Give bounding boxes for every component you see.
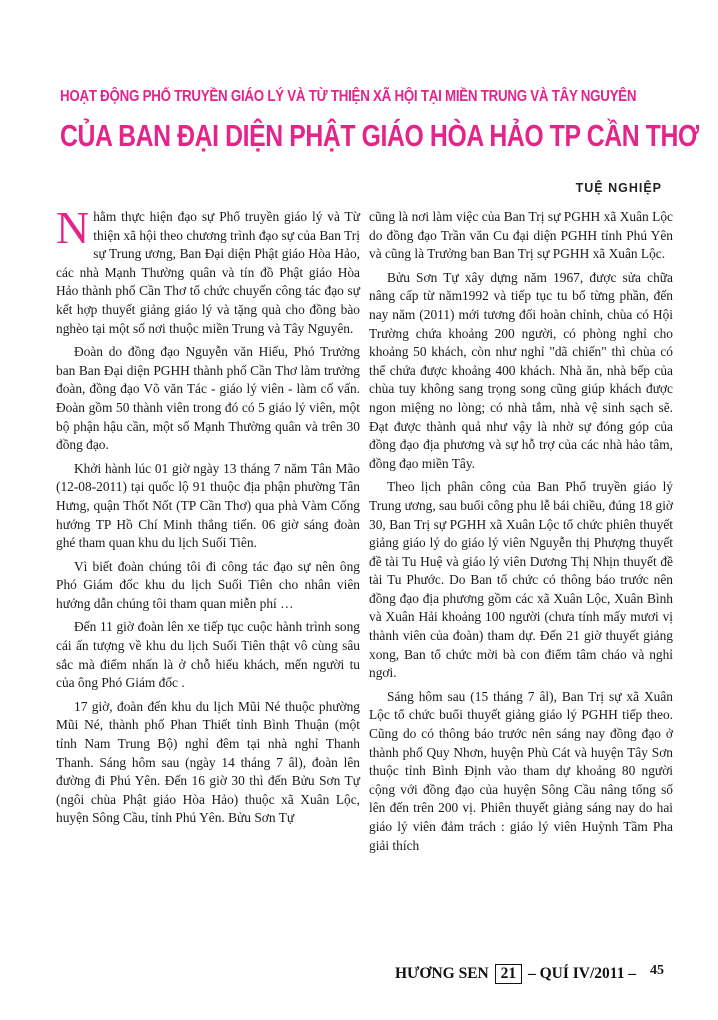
issue-number: 21 [495, 964, 523, 984]
page-footer [395, 964, 636, 984]
issue-quarter: – QUÍ IV/2011 – [527, 965, 637, 982]
paragraph: Theo lịch phân công của Ban Phổ truyền giáo lý Trung ương, sau buổi công phu lễ bái chiều, đúng 18 giờ 30, Ban Trị sự PGHH xã Xuân Lộc tổ chức phiên thuyết giảng giáo lý do giáo lý viên Nguyễn thị Phượng thuyết đề tài Tu Huệ và giáo lý viên Dương Thị Nhịn thuyết đề tài Tu Phước. Do Ban tổ chức có thông báo trước nên đồng đạo địa phương gồm các xã Xuân Lộc, Xuân Bình và Xuân Hải khoảng 100 người (chưa tính mấy mươi vị thành viên của đoàn) tham dự. Đến 21 giờ thuyết giảng xong, Ban tổ chức mời bà con điểm tâm cháo và nghỉ ngơi. [369, 479, 673, 681]
paragraph: Khởi hành lúc 01 giờ ngày 13 tháng 7 năm Tân Mão (12-08-2011) tại quốc lộ 91 thuộc địa phận phường Tân Hưng, quận Thốt Nốt (TP Cần Thơ) qua phà Vàm Cống hướng TP Hồ Chí Minh thẳng tiến. 06 giờ sáng đoàn ghé tham quan khu du lịch Suối Tiên. [56, 460, 360, 551]
article-title: CỦA BAN ĐẠI DIỆN PHẬT GIÁO HÒA HẢO TP CẦN THƠ [60, 118, 699, 153]
paragraph: Bửu Sơn Tự xây dựng năm 1967, được sửa chữa nâng cấp từ năm1992 và tiếp tục tu bổ từng phần, đến nay năm (2011) mới tương đối hoàn chỉnh, chùa có Hội Trường chứa khoảng 200 người, có phòng nghỉ cho khoảng 50 khách, còn như nghỉ "dã chiến" thì chùa có thể chứa được khoảng 400 khách. Nhà ăn, nhà bếp của chùa tuy không sang trọng song cũng giúp khách được ngon miệng no lòng; có nhà tắm, nhà vệ sinh sạch sẽ. Đạt được thành quả như vậy là nhờ sự đóng góp của đồng đạo địa phương và sự hỗ trợ của các nhà hảo tâm, đồng đạo miền Tây. [369, 269, 673, 471]
paragraph [56, 202, 360, 338]
page-number: 45 [650, 963, 664, 978]
article-subtitle: HOẠT ĐỘNG PHỔ TRUYỀN GIÁO LÝ VÀ TỪ THIỆN XÃ HỘI TẠI MIỀN TRUNG VÀ TÂY NGUYÊN [60, 88, 637, 105]
paragraph: cũng là nơi làm việc của Ban Trị sự PGHH xã Xuân Lộc do đồng đạo Trần văn Cu đại diện PGHH tỉnh Phú Yên và cũng là Trưởng ban Ban Trị sự PGHH xã Xuân Lộc. [369, 209, 673, 262]
paragraph: 17 giờ, đoàn đến khu du lịch Mũi Né thuộc phường Mũi Né, thành phố Phan Thiết tỉnh Bình Thuận (một tỉnh Nam Trung Bộ) nghỉ đêm tại nhà nghỉ Thanh Thanh. Sáng hôm sau (ngày 14 tháng 7 âl), đoàn lên đường đi Phú Yên. Đến 16 giờ 30 thì đến Bửu Sơn Tự (ngôi chùa Phật giáo Hòa Hảo) thuộc xã Xuân Lộc, huyện Sông Cầu, tỉnh Phú Yên. Bửu Sơn Tự [56, 698, 360, 826]
right-column [369, 208, 673, 860]
paragraph: Vì biết đoàn chúng tôi đi công tác đạo sự nên ông Phó Giám đốc khu du lịch Suối Tiên cho nhân viên hướng dẫn chúng tôi tham quan miễn phí … [56, 558, 360, 611]
drop-cap: N [56, 202, 90, 253]
left-column [56, 202, 360, 833]
author-name: TUỆ NGHIỆP [575, 181, 662, 195]
paragraph: Đến 11 giờ đoàn lên xe tiếp tục cuộc hành trình song cái ấn tượng về khu du lịch Suối Tiên thật vô cùng sâu sắc mà điểm nhấn là ở chỗ hiếu khách, mến người tu của ông Phó Giám đốc . [56, 619, 360, 691]
paragraph-text: hằm thực hiện đạo sự Phổ truyền giáo lý và Từ thiện xã hội theo chương trình đạo sự của Ban Trị sự Trung ương, Ban Đại diện Phật giáo Hòa Hảo, các nhà Mạnh Thường quân và tín đồ Phật giáo Hòa Hảo thành phố Cần Thơ tổ chức chuyến công tác đạo sự kết hợp thuyết giảng giáo lý và tặng quà cho đồng bào nghèo tại một số nơi thuộc miền Trung và Tây Nguyên. [56, 209, 360, 336]
magazine-name: HƯƠNG SEN [395, 965, 489, 982]
paragraph: Sáng hôm sau (15 tháng 7 âl), Ban Trị sự xã Xuân Lộc tổ chức buổi thuyết giảng giáo lý PGHH tiếp theo. Cũng do có thông báo trước nên sáng nay đồng đạo ở thành phố Quy Nhơn, huyện Phù Cát và huyện Tây Sơn thuộc tỉnh Bình Định vào tham dự khoảng 80 người cộng với đồng đạo của huyện Sông Cầu nâng tổng số lên đến trên 200 vị. Phiên thuyết giảng sáng nay do hai giáo lý viên đảm trách : giáo lý viên Huỳnh Tầm Pha giải thích [369, 688, 673, 853]
paragraph: Đoàn do đồng đạo Nguyễn văn Hiếu, Phó Trưởng ban Ban Đại diện PGHH thành phố Cần Thơ làm trưởng đoàn, đồng đạo Võ văn Tác - giáo lý viên - làm cố vấn. Đoàn gồm 50 thành viên trong đó có 5 giáo lý viên, một bộ phận hậu cần, một số Mạnh Thường quân và trên 30 đồng đạo. [56, 344, 360, 453]
